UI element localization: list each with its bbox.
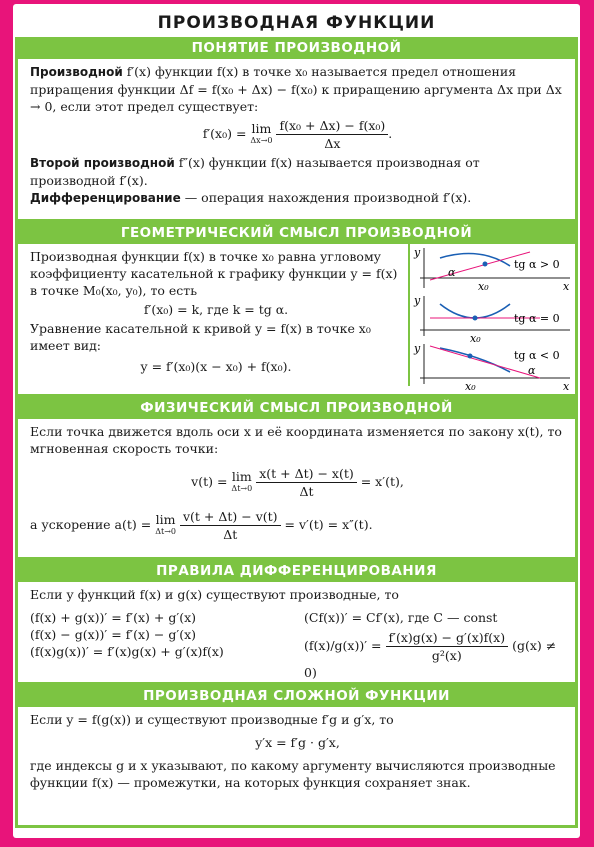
paragraph-text: Если точка движется вдоль оси x и её координата изменяется по закону x(t), то мгновенная скорость точки:: [30, 424, 562, 456]
formula-right: (g(x) ≠ 0): [304, 638, 557, 680]
axis-y-label: y: [414, 342, 421, 355]
axis-x-label: x: [563, 280, 570, 293]
lim-sub: Δt→0: [155, 526, 176, 536]
numerator: x(t + Δt) − x(t): [256, 465, 357, 483]
lim-sub: Δt→0: [231, 483, 253, 493]
fraction: [180, 508, 281, 543]
formula-left: v(t) =: [191, 474, 232, 489]
tangent-graphs: [410, 244, 575, 394]
acceleration-formula: [30, 508, 565, 543]
graph-positive-slope: [413, 246, 570, 293]
formula-left: (f(x)/g(x))′ =: [304, 638, 386, 653]
formula-left: f′(x₀) =: [202, 126, 251, 141]
lim-text: lim: [155, 511, 176, 527]
x0-label: x₀: [470, 332, 481, 345]
term: Второй производной: [30, 156, 175, 170]
section-body: [15, 707, 578, 828]
section-definition: [13, 37, 580, 222]
rule-quotient: [304, 629, 565, 681]
section-heading: ПОНЯТИЕ ПРОИЗВОДНОЙ: [15, 37, 578, 59]
formula-right: = x′(t),: [360, 474, 404, 489]
alpha-label: α: [528, 364, 536, 377]
lim-sub: Δx→0: [250, 135, 273, 145]
geometric-text: [30, 248, 408, 382]
velocity-formula: [30, 465, 565, 500]
rule-difference: (f(x) − g(x))′ = f′(x) − g′(x): [30, 627, 196, 642]
denominator: Δt: [299, 484, 314, 499]
section-heading: ПРАВИЛА ДИФФЕРЕНЦИРОВАНИЯ: [15, 560, 578, 582]
chain-rule-formula: y′x = f′g · g′x,: [255, 735, 340, 750]
paragraph-text: Если у функций f(x) и g(x) существуют производные, то: [30, 587, 399, 602]
tangent-equation: y = f′(x₀)(x − x₀) + f(x₀).: [140, 359, 292, 374]
slope-formula: f′(x₀) = k, где k = tg α.: [143, 302, 289, 317]
section-heading: ПРОИЗВОДНАЯ СЛОЖНОЙ ФУНКЦИИ: [15, 685, 578, 707]
limit: [250, 120, 273, 147]
denominator: g²(x): [431, 648, 462, 663]
rule-product: (f(x)g(x))′ = f′(x)g(x) + g′(x)f(x): [30, 644, 224, 659]
graph-negative-slope: [413, 342, 570, 393]
section-body: [15, 419, 578, 560]
formula-right: = v′(t) = x″(t).: [284, 517, 373, 532]
section-physical: [13, 397, 580, 560]
lim-text: lim: [231, 468, 252, 484]
axis-x-label: x: [563, 380, 570, 393]
rule-sum: (f(x) + g(x))′ = f′(x) + g′(x): [30, 610, 196, 625]
slope-label: tg α > 0: [514, 258, 560, 271]
numerator: f(x₀ + Δx) − f(x₀): [276, 117, 388, 135]
paragraph-text: Если y = f(g(x)) и существуют производные f′g и g′x, то: [30, 712, 394, 727]
section-body: [15, 582, 578, 685]
section-body: [15, 244, 578, 397]
tangent-figure: [408, 244, 575, 393]
limit: [231, 468, 253, 495]
derivative-formula: f′(x₀) = lim Δx→0 $\frac{\text{f(x₀ + Δx) − f(x₀)}}{\Delta x}$ .: [202, 118, 393, 151]
limit: [155, 511, 176, 538]
x0-label: x₀: [465, 380, 476, 393]
paragraph-text: Уравнение касательной к кривой y = f(x) в точке x₀ имеет вид:: [30, 321, 371, 353]
slope-label: tg α < 0: [514, 349, 560, 362]
term: Производной: [30, 65, 123, 79]
paragraph-text: Производная функции f(x) в точке x₀ равна угловому коэффициенту касательной к графику функции y = f(x) в точке M₀(x₀, y₀), то есть: [30, 249, 398, 298]
section-body: [15, 59, 578, 222]
fraction: [256, 465, 357, 500]
page-title: ПРОИЗВОДНАЯ ФУНКЦИИ: [157, 13, 436, 33]
definition-paragraph: [30, 63, 565, 115]
second-derivative-paragraph: [30, 154, 565, 189]
paragraph-text: где индексы g и x указывают, по какому аргументу вычисляются производные функции f(x) — промежутки, на которых функция сохраняет знак.: [30, 758, 556, 790]
section-rules: [13, 560, 580, 685]
lim-text: lim: [251, 120, 272, 136]
denominator: Δt: [223, 527, 238, 542]
paragraph-text: f″(x) функции f(x) называется производная от производной f′(x).: [30, 155, 480, 188]
definition-text: f′(x) функции f(x) в точке x₀ называется предел отношения приращения функции Δf = f(x₀ + Δx) − f(x₀) к приращению аргумента Δx при Δx → 0, если этот предел существует:: [30, 64, 562, 114]
fraction: [386, 629, 509, 664]
axis-y-label: y: [414, 246, 421, 259]
formula-left: а ускорение a(t) =: [30, 517, 156, 532]
paragraph-text: — операция нахождения производной f′(x).: [180, 190, 472, 205]
slope-label: tg α = 0: [514, 312, 560, 325]
poster-sheet: [13, 4, 580, 838]
section-heading: ГЕОМЕТРИЧЕСКИЙ СМЫСЛ ПРОИЗВОДНОЙ: [15, 222, 578, 244]
differentiation-paragraph: [30, 189, 565, 207]
x0-label: x₀: [478, 280, 489, 293]
axis-y-label: y: [414, 294, 421, 307]
section-heading: ФИЗИЧЕСКИЙ СМЫСЛ ПРОИЗВОДНОЙ: [15, 397, 578, 419]
section-chain-rule: [13, 685, 580, 828]
graph-zero-slope: [413, 294, 570, 345]
denominator: Δx: [324, 136, 341, 151]
section-geometric: [13, 222, 580, 397]
term: Дифференцирование: [30, 191, 181, 205]
fraction: [276, 117, 388, 152]
numerator: f′(x)g(x) − g′(x)f(x): [386, 629, 509, 647]
rule-constant: (Cf(x))′ = Cf′(x), где C — const: [304, 610, 498, 625]
alpha-label: α: [448, 266, 456, 279]
numerator: v(t + Δt) − v(t): [180, 508, 281, 526]
